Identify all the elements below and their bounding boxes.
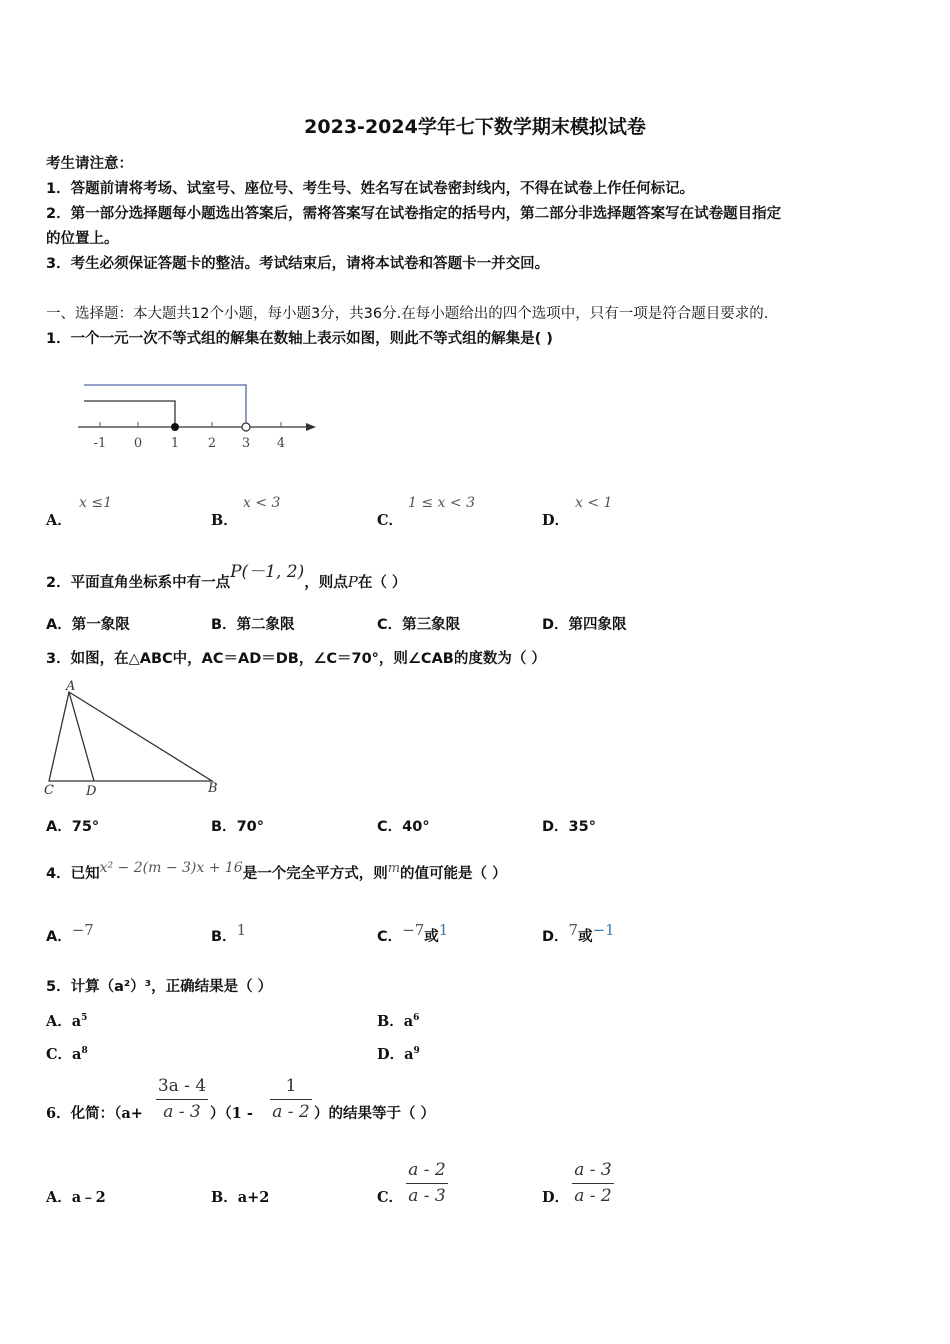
question-2-stem xyxy=(46,562,407,592)
notice-item: 3．考生必须保证答题卡的整洁。考试结束后，请将本试卷和答题卡一并交回。 xyxy=(46,256,550,272)
option: B．a+2 xyxy=(211,1189,270,1206)
question-5-stem: 5．计算（a²）³，正确结果是（ ） xyxy=(46,979,273,995)
stem-text: 是一个完全平方式，则 xyxy=(242,866,388,882)
point-name: P xyxy=(347,573,358,591)
fraction: a - 2 a - 3 xyxy=(406,1160,448,1206)
section-heading: 一、选择题：本大题共12个小题，每小题3分，共36分.在每小题给出的四个选项中，只有一项是符合题目要求的. xyxy=(46,306,769,322)
number-line-figure xyxy=(70,375,330,455)
tick-label: 3 xyxy=(241,436,251,451)
option-math: 1 ≤ x < 3 xyxy=(408,495,475,511)
option-label: D． xyxy=(542,1189,570,1206)
question-6-mid: ）（1 - xyxy=(210,1105,253,1122)
option-math: x ≤1 xyxy=(79,495,112,511)
option: D．$a^9$ xyxy=(377,1046,420,1063)
notice-item: 2．第一部分选择题每小题选出答案后，需将答案写在试卷指定的括号内，第二部分非选择题答案写在试卷题目指定 xyxy=(46,206,782,222)
stem-text: 的值可能是（ ） xyxy=(400,866,507,882)
range-line-x-le-1 xyxy=(84,401,175,427)
stem-text: 4．已知 xyxy=(46,866,100,882)
option: C．$a^8$ xyxy=(46,1046,88,1063)
tick-label: 0 xyxy=(133,436,143,451)
option: C．40° xyxy=(377,819,430,835)
option: B．1 xyxy=(211,921,247,945)
option-math: x < 3 xyxy=(243,495,281,511)
option: A．−7 xyxy=(46,921,94,945)
stem-text: 2．平面直角坐标系中有一点 xyxy=(46,575,231,591)
question-6-lead: 6．化简：（a+ xyxy=(46,1105,143,1122)
option: A．a﹣2 xyxy=(46,1189,106,1206)
notice-item: 的位置上。 xyxy=(46,231,119,247)
notice-heading: 考生请注意： xyxy=(46,156,133,172)
axis-arrow xyxy=(306,423,316,431)
tick-label: 4 xyxy=(276,436,286,451)
stem-text: 在（ ） xyxy=(357,575,407,591)
tick-label: -1 xyxy=(93,436,107,451)
option-math: x < 1 xyxy=(575,495,613,511)
option: D．35° xyxy=(542,819,596,835)
question-3-stem: 3．如图，在△ABC中，AC＝AD＝DB，∠C＝70°，则∠CAB的度数为（ ） xyxy=(46,651,546,667)
fraction: 1 a - 2 xyxy=(270,1076,312,1122)
triangle-figure xyxy=(40,678,230,800)
point-label: A xyxy=(66,679,76,694)
option: A．75° xyxy=(46,819,100,835)
variable-m: m xyxy=(387,861,401,876)
option-label: D． xyxy=(542,512,570,529)
option: B．70° xyxy=(211,819,264,835)
option: A．$a^5$ xyxy=(46,1013,88,1030)
option: C．第三象限 xyxy=(377,617,461,633)
option: D．第四象限 xyxy=(542,617,627,633)
solid-dot xyxy=(171,423,179,431)
point-label: D xyxy=(86,784,97,799)
question-1-stem: 1．一个一元一次不等式组的解集在数轴上表示如图，则此不等式组的解集是( ) xyxy=(46,331,553,347)
page-title: 2023-2024学年七下数学期末模拟试卷 xyxy=(304,116,646,138)
fraction: 3a - 4 a - 3 xyxy=(157,1076,207,1122)
option: D．7或−1 xyxy=(542,921,615,945)
option: B．第二象限 xyxy=(211,617,295,633)
question-4-stem xyxy=(46,862,507,883)
option-label: C． xyxy=(377,512,404,529)
option: A．第一象限 xyxy=(46,617,130,633)
point-label: B xyxy=(208,781,218,796)
question-6-tail: ）的结果等于（ ） xyxy=(314,1106,436,1122)
option-label: B． xyxy=(211,512,238,529)
stem-text: ，则点 xyxy=(304,575,348,591)
option: B．$a^6$ xyxy=(377,1013,420,1030)
tick-label: 1 xyxy=(170,436,180,451)
option: C．−7或1 xyxy=(377,921,449,945)
option-label: A． xyxy=(46,512,72,529)
range-line-x-lt-3 xyxy=(84,385,246,427)
notice-item: 1．答题前请将考场、试室号、座位号、考生号、姓名写在试卷密封线内，不得在试卷上作任何标记。 xyxy=(46,181,695,197)
point-p: P(－1, 2) xyxy=(230,562,305,582)
tick-label: 2 xyxy=(207,436,217,451)
triangle-abc xyxy=(49,692,212,781)
expression: x² − 2(m − 3)x + 16 xyxy=(99,860,243,876)
point-label: C xyxy=(44,783,54,798)
hollow-dot xyxy=(242,423,250,431)
fraction: a - 3 a - 2 xyxy=(572,1160,614,1206)
option-label: C． xyxy=(377,1189,404,1206)
